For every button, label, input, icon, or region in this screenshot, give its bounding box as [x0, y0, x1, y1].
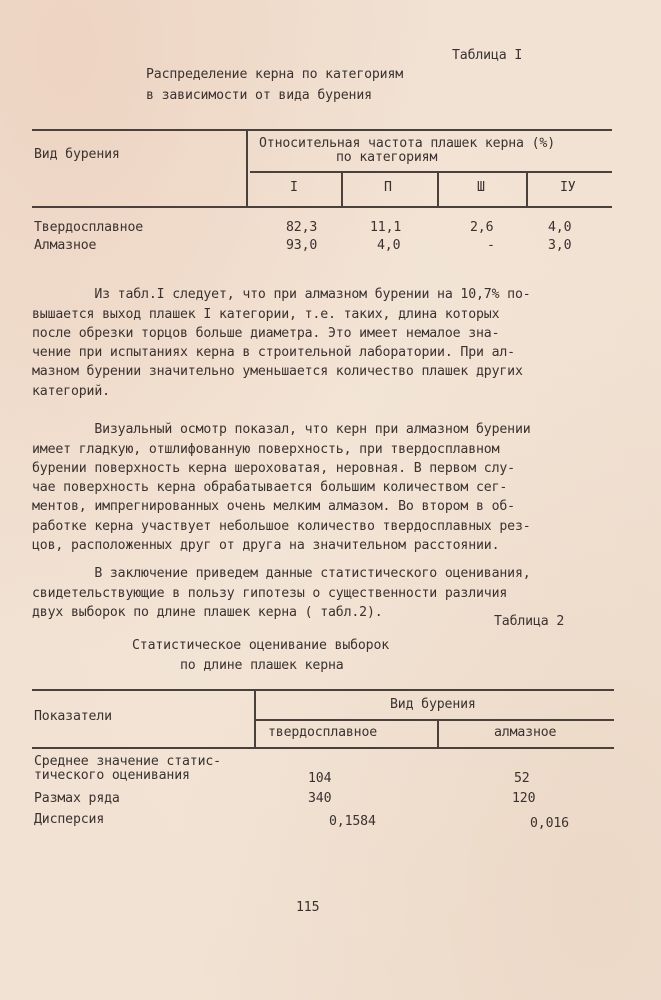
text-line: после обрезки торцов больше диаметра. Это имеет немалое зна-: [32, 325, 500, 341]
cell: 340: [308, 791, 332, 806]
text-line: мазном бурении значительно уменьшается количество плашек других: [32, 364, 523, 380]
table1-top-rule: [32, 129, 612, 131]
table2-top-rule: [32, 689, 614, 691]
text-line: двух выборок по длине плашек керна ( табл.2).: [32, 604, 383, 620]
table1-col0-header: Вид бурения: [34, 147, 120, 162]
cell: 52: [514, 771, 530, 786]
text-line: категорий.: [32, 383, 110, 399]
cell: 104: [308, 771, 332, 786]
text-line: работке керна участвует небольшое количество твердосплавных рез-: [32, 518, 531, 534]
cell: 93,0: [286, 238, 318, 253]
paragraph-1: [32, 266, 531, 420]
table1-group-header-line2: по категориям: [336, 150, 438, 165]
text-line: имеет гладкую, отшлифованную поверхность, при твердосплавном: [32, 441, 500, 457]
text-line: Из табл.I следует, что при алмазном бурении на 10,7% по-: [32, 287, 531, 303]
text-line: вышается выход плашек I категории, т.е. таких, длина которых: [32, 306, 500, 322]
paragraph-3: [32, 545, 531, 641]
table1-col-divider: [526, 171, 528, 208]
table1-group-header-line1: Относительная частота плашек керна (%): [259, 136, 556, 151]
text-line: чение при испытаниях керна в строительной лаборатории. При ал-: [32, 345, 515, 361]
cell: 0,016: [530, 816, 569, 831]
table2-label: Таблица 2: [494, 614, 565, 629]
cell: 4,0: [377, 238, 401, 253]
cell: 0,1584: [329, 814, 376, 829]
row-name: Размах ряда: [34, 791, 120, 806]
cell: 11,1: [370, 220, 402, 235]
table1-title-line2: в зависимости от вида бурения: [146, 88, 372, 103]
table1-category-header: П: [384, 180, 392, 195]
table2-col0-header: Показатели: [34, 709, 112, 724]
table2-title-line2: по длине плашек керна: [180, 658, 344, 673]
table1-inner-rule: [250, 171, 612, 173]
text-line: чае поверхность керна обрабатывается большим количеством сег-: [32, 480, 508, 496]
table2-inner-rule: [256, 719, 614, 721]
table2-title-line1: Статистическое оценивание выборок: [132, 638, 390, 653]
row-name: Твердосплавное: [34, 220, 144, 235]
page-number: 115: [296, 900, 320, 915]
table1-divider: [246, 129, 248, 208]
cell: 3,0: [548, 238, 572, 253]
cell: 120: [512, 791, 536, 806]
table2-col-header: твердосплавное: [268, 725, 378, 740]
table1-col-divider: [437, 171, 439, 208]
table1-category-header: Ш: [477, 180, 485, 195]
table1-col-divider: [341, 171, 343, 208]
table1-category-header: IУ: [560, 180, 576, 195]
text-line: цов, расположенных друг от друга на значительном расстоянии.: [32, 538, 500, 554]
text-line: ментов, импрегнированных очень мелким алмазом. Во втором в об-: [32, 499, 515, 515]
table1-bottom-rule: [32, 206, 612, 208]
table2-bottom-rule: [32, 747, 614, 749]
row-name: Дисперсия: [34, 812, 105, 827]
row-name: Алмазное: [34, 238, 97, 253]
table1-title-line1: Распределение керна по категориям: [146, 67, 404, 82]
table1-label: Таблица I: [452, 48, 523, 63]
cell: 4,0: [548, 220, 572, 235]
cell: 82,3: [286, 220, 318, 235]
table2-col-header: алмазное: [494, 725, 557, 740]
text-line: бурении поверхность керна шероховатая, неровная. В первом слу-: [32, 460, 515, 476]
cell: 2,6: [470, 220, 494, 235]
text-line: Визуальный осмотр показал, что керн при алмазном бурении: [32, 422, 531, 438]
cell: -: [487, 238, 495, 253]
text-line: В заключение приведем данные статистического оценивания,: [32, 566, 531, 582]
table2-group-header: Вид бурения: [390, 697, 476, 712]
row-name: Среднее значение статис-: [34, 754, 221, 769]
table2-col-divider: [437, 719, 439, 748]
text-line: свидетельствующие в пользу гипотезы о существенности различия: [32, 585, 508, 601]
table1-category-header: I: [290, 180, 298, 195]
row-name: тического оценивания: [34, 768, 190, 783]
